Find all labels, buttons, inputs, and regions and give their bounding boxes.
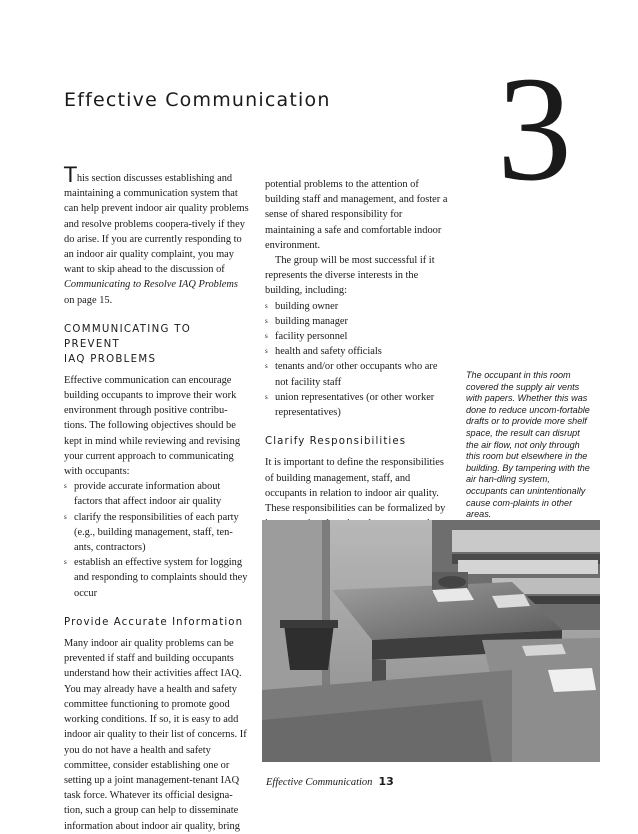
bullet-marker: s xyxy=(265,301,268,310)
office-photo-illustration xyxy=(262,520,600,762)
list-item xyxy=(265,344,451,359)
intro-paragraph xyxy=(64,163,250,308)
list-item xyxy=(64,555,250,601)
footer-label: Effective Communication xyxy=(266,777,373,788)
bullet-marker: s xyxy=(64,482,67,491)
bullet-marker: s xyxy=(265,362,268,371)
section-heading-clarify: Clarify Responsibilities xyxy=(265,436,407,448)
list-item xyxy=(265,314,451,329)
chapter-title: Effective Communication xyxy=(64,88,331,111)
bullet-marker: s xyxy=(64,512,67,521)
list-item xyxy=(265,390,451,420)
page-footer xyxy=(266,775,394,788)
intro-reference: Communicating to Resolve IAQ Problems xyxy=(64,279,238,291)
prevent-bullet-list xyxy=(64,479,250,601)
intro-page-ref: on page 15. xyxy=(64,294,113,306)
list-item-text: health and safety officials xyxy=(275,346,382,358)
bullet-marker: s xyxy=(265,347,268,356)
list-item-text: union representatives (or other worker representatives) xyxy=(275,391,435,419)
office-photo xyxy=(262,520,600,762)
section-heading-prevent xyxy=(64,322,250,367)
photo-caption: The occupant in this room covered the supply air vents with papers. Whether this was done to reduce uncom-fortable drafts or to provide more shelf space, the result can disrupt the air flow, not only through this room but elsewhere in the building. By tampering with the air han-dling system, occupants can unintentionally cause com-plaints in other areas. xyxy=(466,370,590,520)
list-item-text: facility personnel xyxy=(275,331,348,343)
list-item xyxy=(64,510,250,556)
clarify-paragraph: It is important to define the responsibilities of building management, staff, and occupants in relation to indoor air quality. These responsibilities can be formalized by xyxy=(265,457,446,515)
drop-cap: T xyxy=(64,163,77,187)
chapter-number: 3 xyxy=(497,46,572,212)
list-item xyxy=(265,359,451,389)
bullet-marker: s xyxy=(64,558,67,567)
list-item-text: provide accurate information about factors that affect indoor air quality xyxy=(74,481,222,508)
bullet-marker: s xyxy=(265,392,268,401)
prevent-paragraph: Effective communication can encourage building occupants to improve their work environment through positive contribu-tions. The following objectives should be kept in mind while reviewing and revising your current approach to communicating with occupants: xyxy=(64,374,241,478)
section-heading-accurate: Provide Accurate Information xyxy=(64,616,244,628)
list-item-text: building owner xyxy=(275,300,339,312)
list-item xyxy=(265,329,451,344)
right-column xyxy=(265,177,451,547)
section-heading-line: IAQ PROBLEMS xyxy=(64,353,157,365)
bullet-marker: s xyxy=(265,316,268,325)
intro-text: his section discusses establishing and maintaining a communication system that can help prevent indoor air quality problems and resolve problems coopera-tively if they do arise. If you are currently responding to an indoor air quality complaint, you may want to skip ahead to the discussion of xyxy=(64,173,249,276)
page-number: 13 xyxy=(378,775,394,788)
section-heading-line: COMMUNICATING TO PREVENT xyxy=(64,323,192,350)
group-paragraph: The group will be most successful if it represents the diverse interests in the building, including: xyxy=(265,255,435,297)
continuation-paragraph: potential problems to the attention of building staff and management, and foster a sense of shared responsibility for maintaining a safe and comfortable indoor environment. xyxy=(265,179,448,251)
list-item xyxy=(265,299,451,314)
group-bullet-list xyxy=(265,299,451,421)
left-column xyxy=(64,163,250,834)
list-item-text: establish an effective system for logging and responding to complaints should they occur xyxy=(74,557,248,599)
list-item-text: building manager xyxy=(275,315,349,327)
bullet-marker: s xyxy=(265,332,268,341)
list-item xyxy=(64,479,250,509)
accurate-paragraph: Many indoor air quality problems can be prevented if staff and building occupants understand how their activities affect IAQ. You may already have a health and safety committee functioning to promote good working conditions. If so, it is easy to add indoor air quality to their list of concerns. If you do not have a health and safety committee, consider establishing one or setting up a joint management-tenant IAQ task force. Whatever its official designa-tion, such a group can help to disseminate information about indoor air quality, bring xyxy=(64,638,247,832)
list-item-text: tenants and/or other occupants who are not facility staff xyxy=(275,361,438,388)
list-item-text: clarify the responsibilities of each party (e.g., building management, staff, ten-ants, contractors) xyxy=(74,511,239,554)
